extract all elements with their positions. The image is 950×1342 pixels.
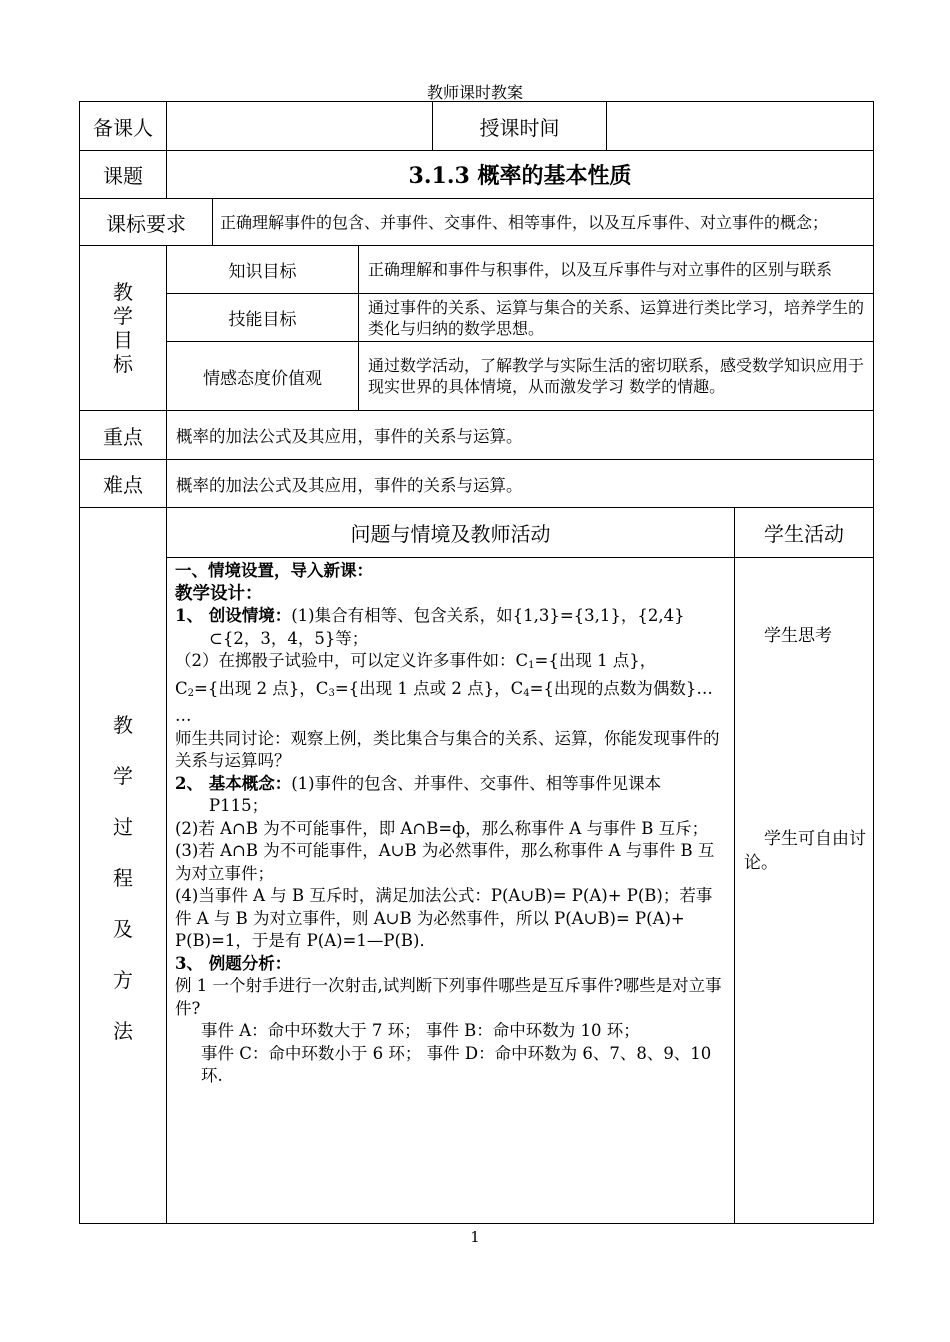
process-char: 过: [113, 815, 133, 839]
curriculum-standard-text: 正确理解事件的包含、并事件、交事件、相等事件，以及互斥事件、对立事件的概念；: [220, 212, 829, 232]
topic-value: 3.1.3 概率的基本性质: [408, 163, 632, 189]
objectives-char: 学: [113, 304, 133, 328]
table-border-bottom: [79, 1223, 874, 1224]
skill-goal-label: 技能目标: [228, 310, 297, 330]
process-char: 程: [113, 866, 133, 890]
process-char: 学: [113, 764, 133, 788]
create-situation-line: [175, 605, 728, 628]
process-group-label: [80, 700, 166, 1057]
difficulty-text: 概率的加法公式及其应用，事件的关系与运算。: [176, 475, 523, 495]
knowledge-goal-text: 正确理解和事件与积事件，以及互斥事件与对立事件的区别与联系: [368, 260, 833, 279]
objectives-char: 教: [113, 280, 133, 304]
set-example-line: ⊂{2，3，4，5}等；: [209, 628, 369, 648]
create-situation-text: (1)集合有相等、包含关系，如{1,3}={3,1}，{2,4}: [291, 606, 685, 625]
ellipsis-line: …: [175, 706, 192, 725]
attitude-goal-label: 情感态度价值观: [203, 368, 322, 389]
section-1-heading: 一、情境设置，导入新课：: [175, 561, 373, 580]
complementary-def: (3)若 A∩B 为不可能事件，A∪B 为必然事件，那么称事件 A 与事件 B 互为对立事件；: [175, 841, 715, 883]
mutually-exclusive-def: (2)若 A∩B 为不可能事件，即 A∩B=ф，那么称事件 A 与事件 B 互斥；: [175, 818, 709, 838]
objectives-char: 标: [113, 352, 133, 376]
doc-header-title: 教师课时教案: [426, 82, 523, 102]
preparer-label: 备课人: [93, 115, 153, 140]
example-1-text: 例 1 一个射手进行一次射击,试判断下列事件哪些是互斥事件?哪些是对立事件?: [175, 976, 722, 1018]
lesson-time-label: 授课时间: [479, 115, 560, 140]
attitude-goal-text: 通过数学活动，了解教学与实际生活的密切联系，感受数学知识应用于现实世界的具体情境，从而激发学习 数学的情趣。: [368, 356, 865, 396]
table-border-right: [873, 101, 874, 1224]
skill-goal-text: 通过事件的关系、运算与集合的关系、运算进行类比学习，培养学生的类化与归纳的数学思想。: [368, 297, 865, 338]
process-char: 及: [113, 917, 133, 941]
curriculum-standard-label: 课标要求: [106, 211, 186, 236]
events-cd-line: 事件 C：命中环数小于 6 环； 事件 D：命中环数为 6、7、8、9、10 环.: [201, 1043, 712, 1085]
create-situation-heading: 1、 创设情境：: [175, 606, 292, 625]
preparer-value: [167, 102, 432, 150]
addition-formula-text: (4)当事件 A 与 B 互斥时，满足加法公式：P(A∪B)= P(A)+ P(B)；若事件 A 与 B 为对立事件，则 A∪B 为必然事件，所以 P(A∪B)= P(A)+ P(B)=1，于是有 P(A)=1—P(B)．: [175, 886, 713, 950]
basic-concepts-heading: 2、 基本概念：: [175, 773, 292, 793]
key-point-label: 重点: [103, 424, 143, 449]
objectives-group-label: [80, 246, 166, 410]
dice-events-line: $C_2=${出现 2 点}，$C_3=${出现 1 点或 2 点}，$C_4=${出现的点数为偶数}…: [175, 678, 713, 699]
events-ab-line: 事件 A：命中环数大于 7 环； 事件 B：命中环数为 10 环；: [201, 1021, 640, 1040]
page-ref-line: P115；: [209, 796, 269, 815]
page-number: 1: [470, 1228, 480, 1246]
objectives-char: 目: [113, 328, 133, 352]
example-analysis-heading: 3、 例题分析：: [175, 953, 292, 973]
knowledge-goal-label: 知识目标: [228, 262, 297, 282]
design-heading: 教学设计：: [175, 583, 263, 604]
student-note-think: 学生思考: [764, 626, 832, 646]
process-char: 教: [113, 713, 133, 737]
topic-label: 课题: [103, 164, 143, 188]
teacher-activity-content: [175, 560, 728, 1088]
discussion-text: 师生共同讨论：观察上例，类比集合与集合的关系、运算，你能发现事件的关系与运算吗？: [175, 728, 720, 770]
student-activity-header: 学生活动: [764, 522, 844, 546]
lesson-time-value: [607, 102, 873, 150]
difficulty-label: 难点: [103, 473, 143, 497]
basic-concepts-line: 2、 基本概念：(1)事件的包含、并事件、交事件、相等事件见课本: [175, 773, 662, 793]
student-note-discuss: 学生可自由讨论。: [744, 829, 866, 873]
teacher-activity-header: 问题与情境及教师活动: [350, 522, 551, 546]
process-char: 方: [113, 968, 133, 992]
dice-example-line: （2）在掷骰子试验中，可以定义许多事件如：$C_1=${出现 1 点}，: [175, 651, 657, 671]
key-point-text: 概率的加法公式及其应用，事件的关系与运算。: [176, 427, 523, 446]
process-char: 法: [113, 1019, 133, 1043]
